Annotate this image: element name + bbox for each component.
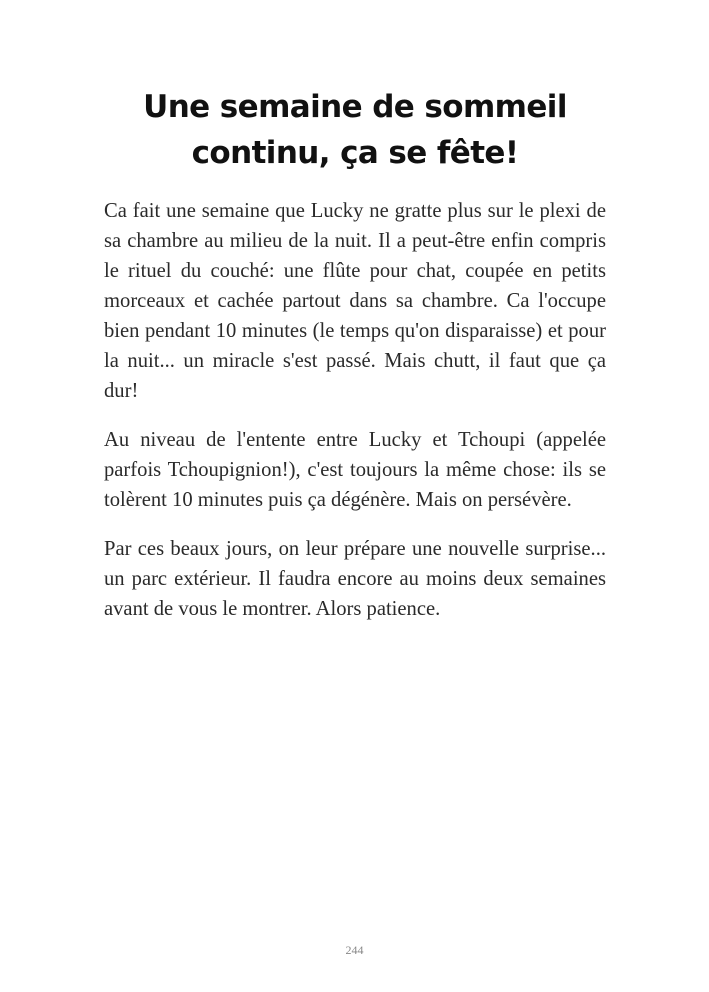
paragraph-1: Ca fait une semaine que Lucky ne gratte plus sur le plexi de sa chambre au milieu de la nuit. Il a peut-être enfin compris le rituel du couché: une flûte pour chat, coupée en petits morceaux et cachée partout dans sa chambre. Ca l'occupe bien pendant 10 minutes (le temps qu'on disparaisse) et pour la nuit... un miracle s'est passé. Mais chutt, il faut que ça dur! [104,200,606,402]
chapter-title [104,84,606,176]
chapter-title-line-2: continu, ça se fête! [191,135,519,171]
paragraph-3: Par ces beaux jours, on leur prépare une nouvelle surprise... un parc extérieur. Il faudra encore au moins deux semaines avant de vous le montrer. Alors patience. [104,538,606,620]
paragraph-2: Au niveau de l'entente entre Lucky et Tchoupi (appelée parfois Tchoupignion!), c'est toujours la même chose: ils se tolèrent 10 minutes puis ça dégénère. Mais on persévère. [104,429,606,511]
page-number: 244 [345,943,364,957]
body-text [104,196,606,643]
chapter-title-line-1: Une semaine de sommeil [143,89,567,125]
